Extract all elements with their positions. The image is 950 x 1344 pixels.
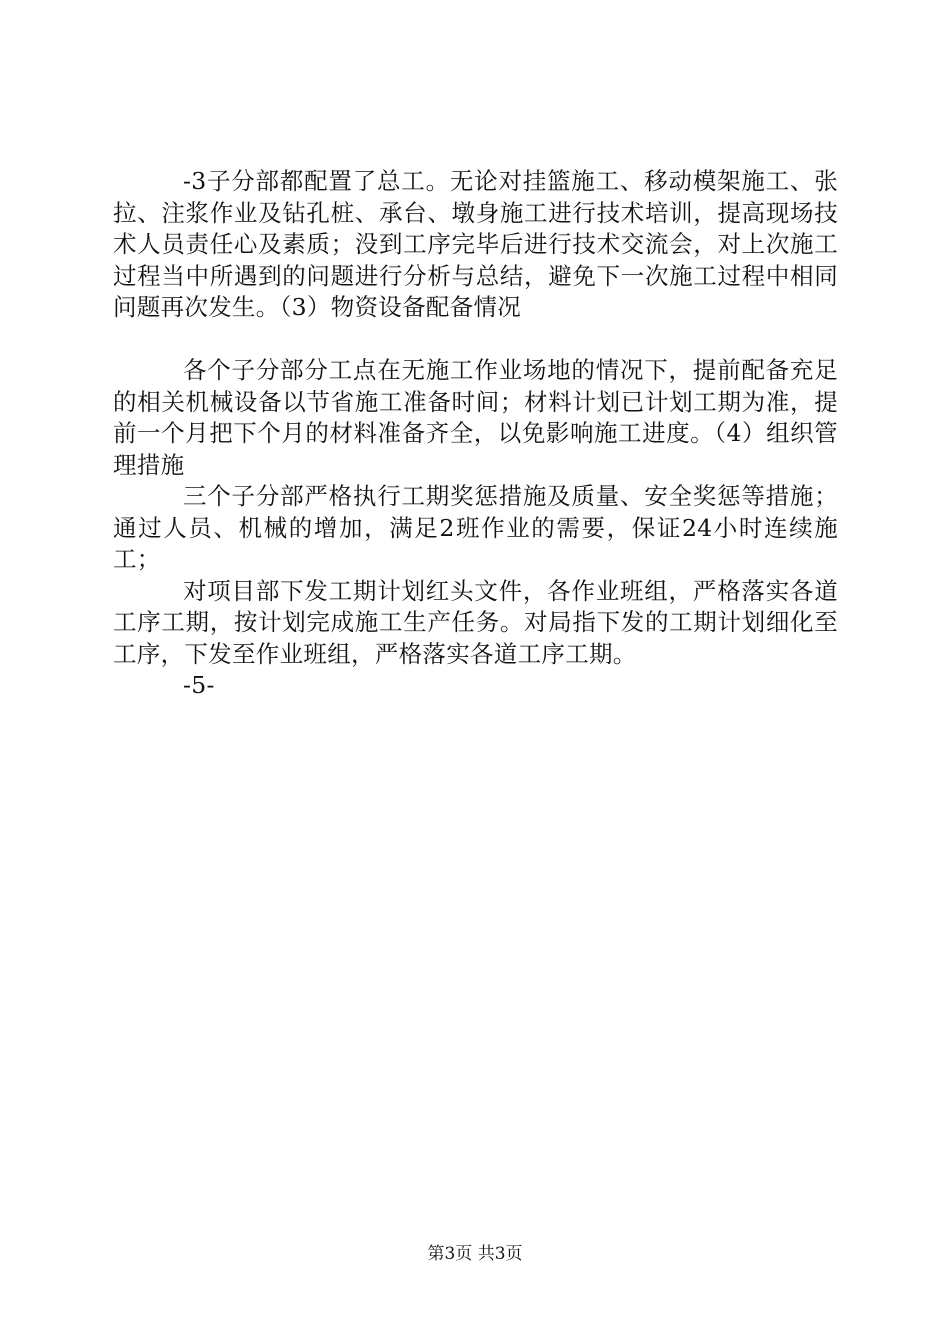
paragraph-spacer — [113, 324, 838, 356]
paragraph-equipment-preparation: 各个子分部分工点在无施工作业场地的情况下，提前配备充足的相关机械设备以节省施工准备时间；材料计划已计划工期为准，提前一个月把下个月的材料准备齐全，以免影响施工进度。（4）组织管理措施 — [113, 356, 838, 479]
document-body — [113, 166, 838, 702]
inline-page-marker: -5- — [183, 671, 215, 699]
paragraph-schedule-implementation: 对项目部下发工期计划红头文件，各作业班组，严格落实各道工序工期，按计划完成施工生产任务。对局指下发的工期计划细化至工序，下发至作业班组，严格落实各道工序工期。 — [113, 576, 838, 668]
paragraph-organization-measures: 三个子分部严格执行工期奖惩措施及质量、安全奖惩等措施；通过人员、机械的增加，满足2班作业的需要，保证24小时连续施工； — [113, 482, 838, 573]
paragraph-technical-training: -3子分部都配置了总工。无论对挂篮施工、移动模架施工、张拉、注浆作业及钻孔桩、承台、墩身施工进行技术培训，提高现场技术人员责任心及素质；没到工序完毕后进行技术交流会，对上次施工过程当中所遇到的问题进行分析与总结，避免下一次施工过程中相同问题再次发生。（3）物资设备配备情况 — [113, 167, 838, 321]
page-footer: 第3页 共3页 — [427, 1244, 523, 1264]
